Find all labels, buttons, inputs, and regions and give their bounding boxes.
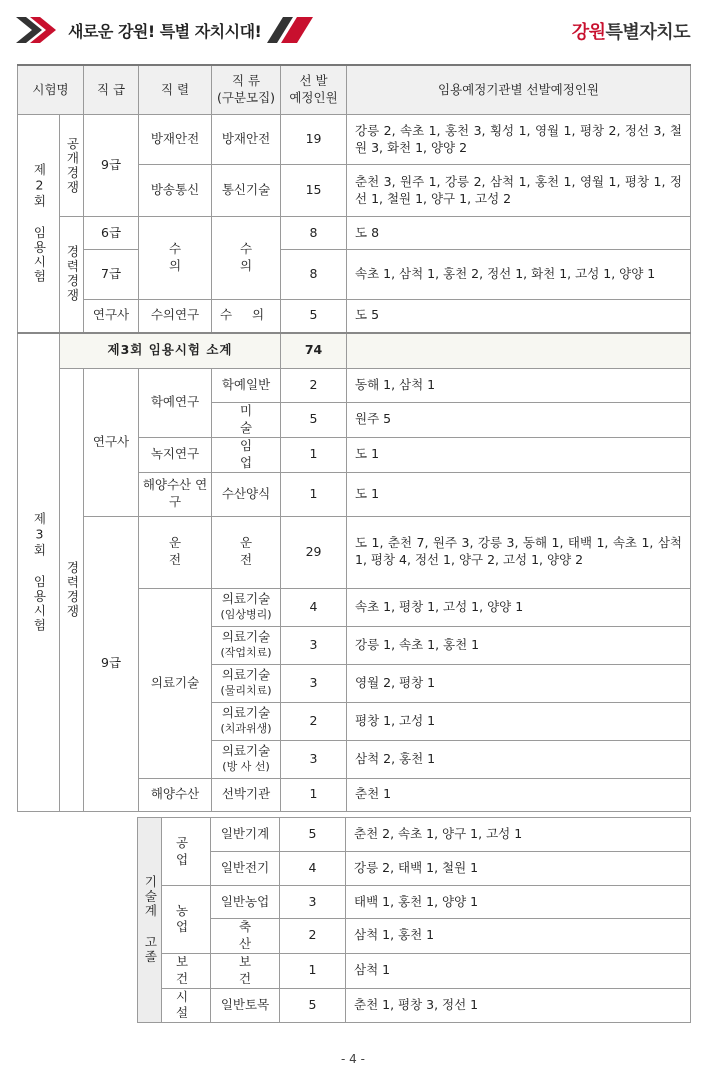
exam3-career: 경력경쟁 (60, 369, 84, 812)
subtotal-label: 제3회 임용시험 소계 (60, 333, 281, 369)
table-row: 일반전기 4 강릉 2, 태백 1, 철원 1 (138, 852, 691, 886)
table-row: 기술계 고졸 공 업 일반기계 5 춘천 2, 속초 1, 양구 1, 고성 1 (138, 818, 691, 852)
table-row: 경력경쟁 연구사 학예연구 학예일반 2 동해 1, 삼척 1 (18, 369, 691, 403)
header-category: 직 류 (구분모집) (212, 65, 281, 115)
header-count: 선 발 예정인원 (281, 65, 347, 115)
researcher-grade: 연구사 (84, 369, 139, 517)
page-number: - 4 - (341, 1052, 365, 1066)
table-row: 의료기술 (방 사 선) 3 삼척 2, 홍천 1 (18, 740, 691, 778)
slash-stripes-icon (267, 17, 313, 43)
exam2-open: 공개경쟁 (60, 115, 84, 217)
table-row: 방송통신 통신기술 15 춘천 3, 원주 1, 강릉 2, 삼척 1, 홍천 1, 영월 1, 평창 1, 정선 1, 철원 1, 양구 1, 고성 2 (18, 165, 691, 217)
table-row: 제2회 임용시험 공개경쟁 9급 방재안전 방재안전 19 강릉 2, 속초 1, 홍천 3, 횡성 1, 영월 1, 평창 2, 정선 3, 철원 3, 화천 1, 양양 2 (18, 115, 691, 165)
table-row: 보 건 보 건 1 삼척 1 (138, 953, 691, 988)
table-row: 의료기술 (작업치료) 3 강릉 1, 속초 1, 홍천 1 (18, 626, 691, 664)
table-row: 녹지연구 임 업 1 도 1 (18, 437, 691, 472)
exam2-name: 제2회 임용시험 (18, 115, 60, 333)
slogan-logo (16, 14, 313, 46)
recruitment-table (17, 64, 691, 812)
subtotal-row (18, 333, 691, 369)
tech-rows-table (137, 817, 691, 1023)
table-row: 9급 운 전 운 전 29 도 1, 춘천 7, 원주 3, 강릉 3, 동해 1, 태백 1, 속초 1, 삼척 1, 평창 4, 정선 1, 양구 2, 고성 1, 양양 2 (18, 516, 691, 588)
page-header (0, 0, 706, 60)
header-agencies: 임용예정기관별 선발예정인원 (347, 65, 691, 115)
table-row: 7급 8 속초 1, 삼척 1, 홍천 2, 정선 1, 화천 1, 고성 1, 양양 1 (18, 250, 691, 300)
header-exam: 시험명 (18, 65, 84, 115)
chevron-stripes-icon (16, 17, 62, 43)
table-row: 해양수산 선박기관 1 춘천 1 (18, 778, 691, 811)
table-row: 의료기술 (물리치료) 3 영월 2, 평창 1 (18, 664, 691, 702)
table-row: 농 업 일반농업 3 태백 1, 홍천 1, 양양 1 (138, 886, 691, 919)
exam3-name: 제3회 임용시험 (18, 333, 60, 812)
table-row: 축 산 2 삼척 1, 홍천 1 (138, 919, 691, 954)
table-row: 연구사 수의연구 수 의 5 도 5 (18, 300, 691, 333)
header-position: 직 렬 (139, 65, 212, 115)
gangwon-brand-logo: 강원특별자치도 (571, 22, 690, 43)
grade9: 9급 (84, 516, 139, 811)
slogan-text: 새로운 강원! 특별 자치시대! (68, 21, 262, 41)
subtotal-count: 74 (281, 333, 347, 369)
table-row: 시 설 일반토목 5 춘천 1, 평창 3, 정선 1 (138, 988, 691, 1023)
table-row: 경력경쟁 6급 수 의 수 의 8 도 8 (18, 217, 691, 250)
table-row: 미 술 5 원주 5 (18, 403, 691, 438)
table-row: 해양수산 연 구 수산양식 1 도 1 (18, 472, 691, 516)
header-grade: 직 급 (84, 65, 139, 115)
table-header-row (18, 65, 691, 115)
tech-label: 기술계 고졸 (138, 818, 162, 1023)
table-row: 의료기술 (치과위생) 2 평창 1, 고성 1 (18, 702, 691, 740)
table-row: 의료기술 의료기술 (임상병리) 4 속초 1, 평창 1, 고성 1, 양양 1 (18, 588, 691, 626)
exam2-career: 경력경쟁 (60, 217, 84, 333)
